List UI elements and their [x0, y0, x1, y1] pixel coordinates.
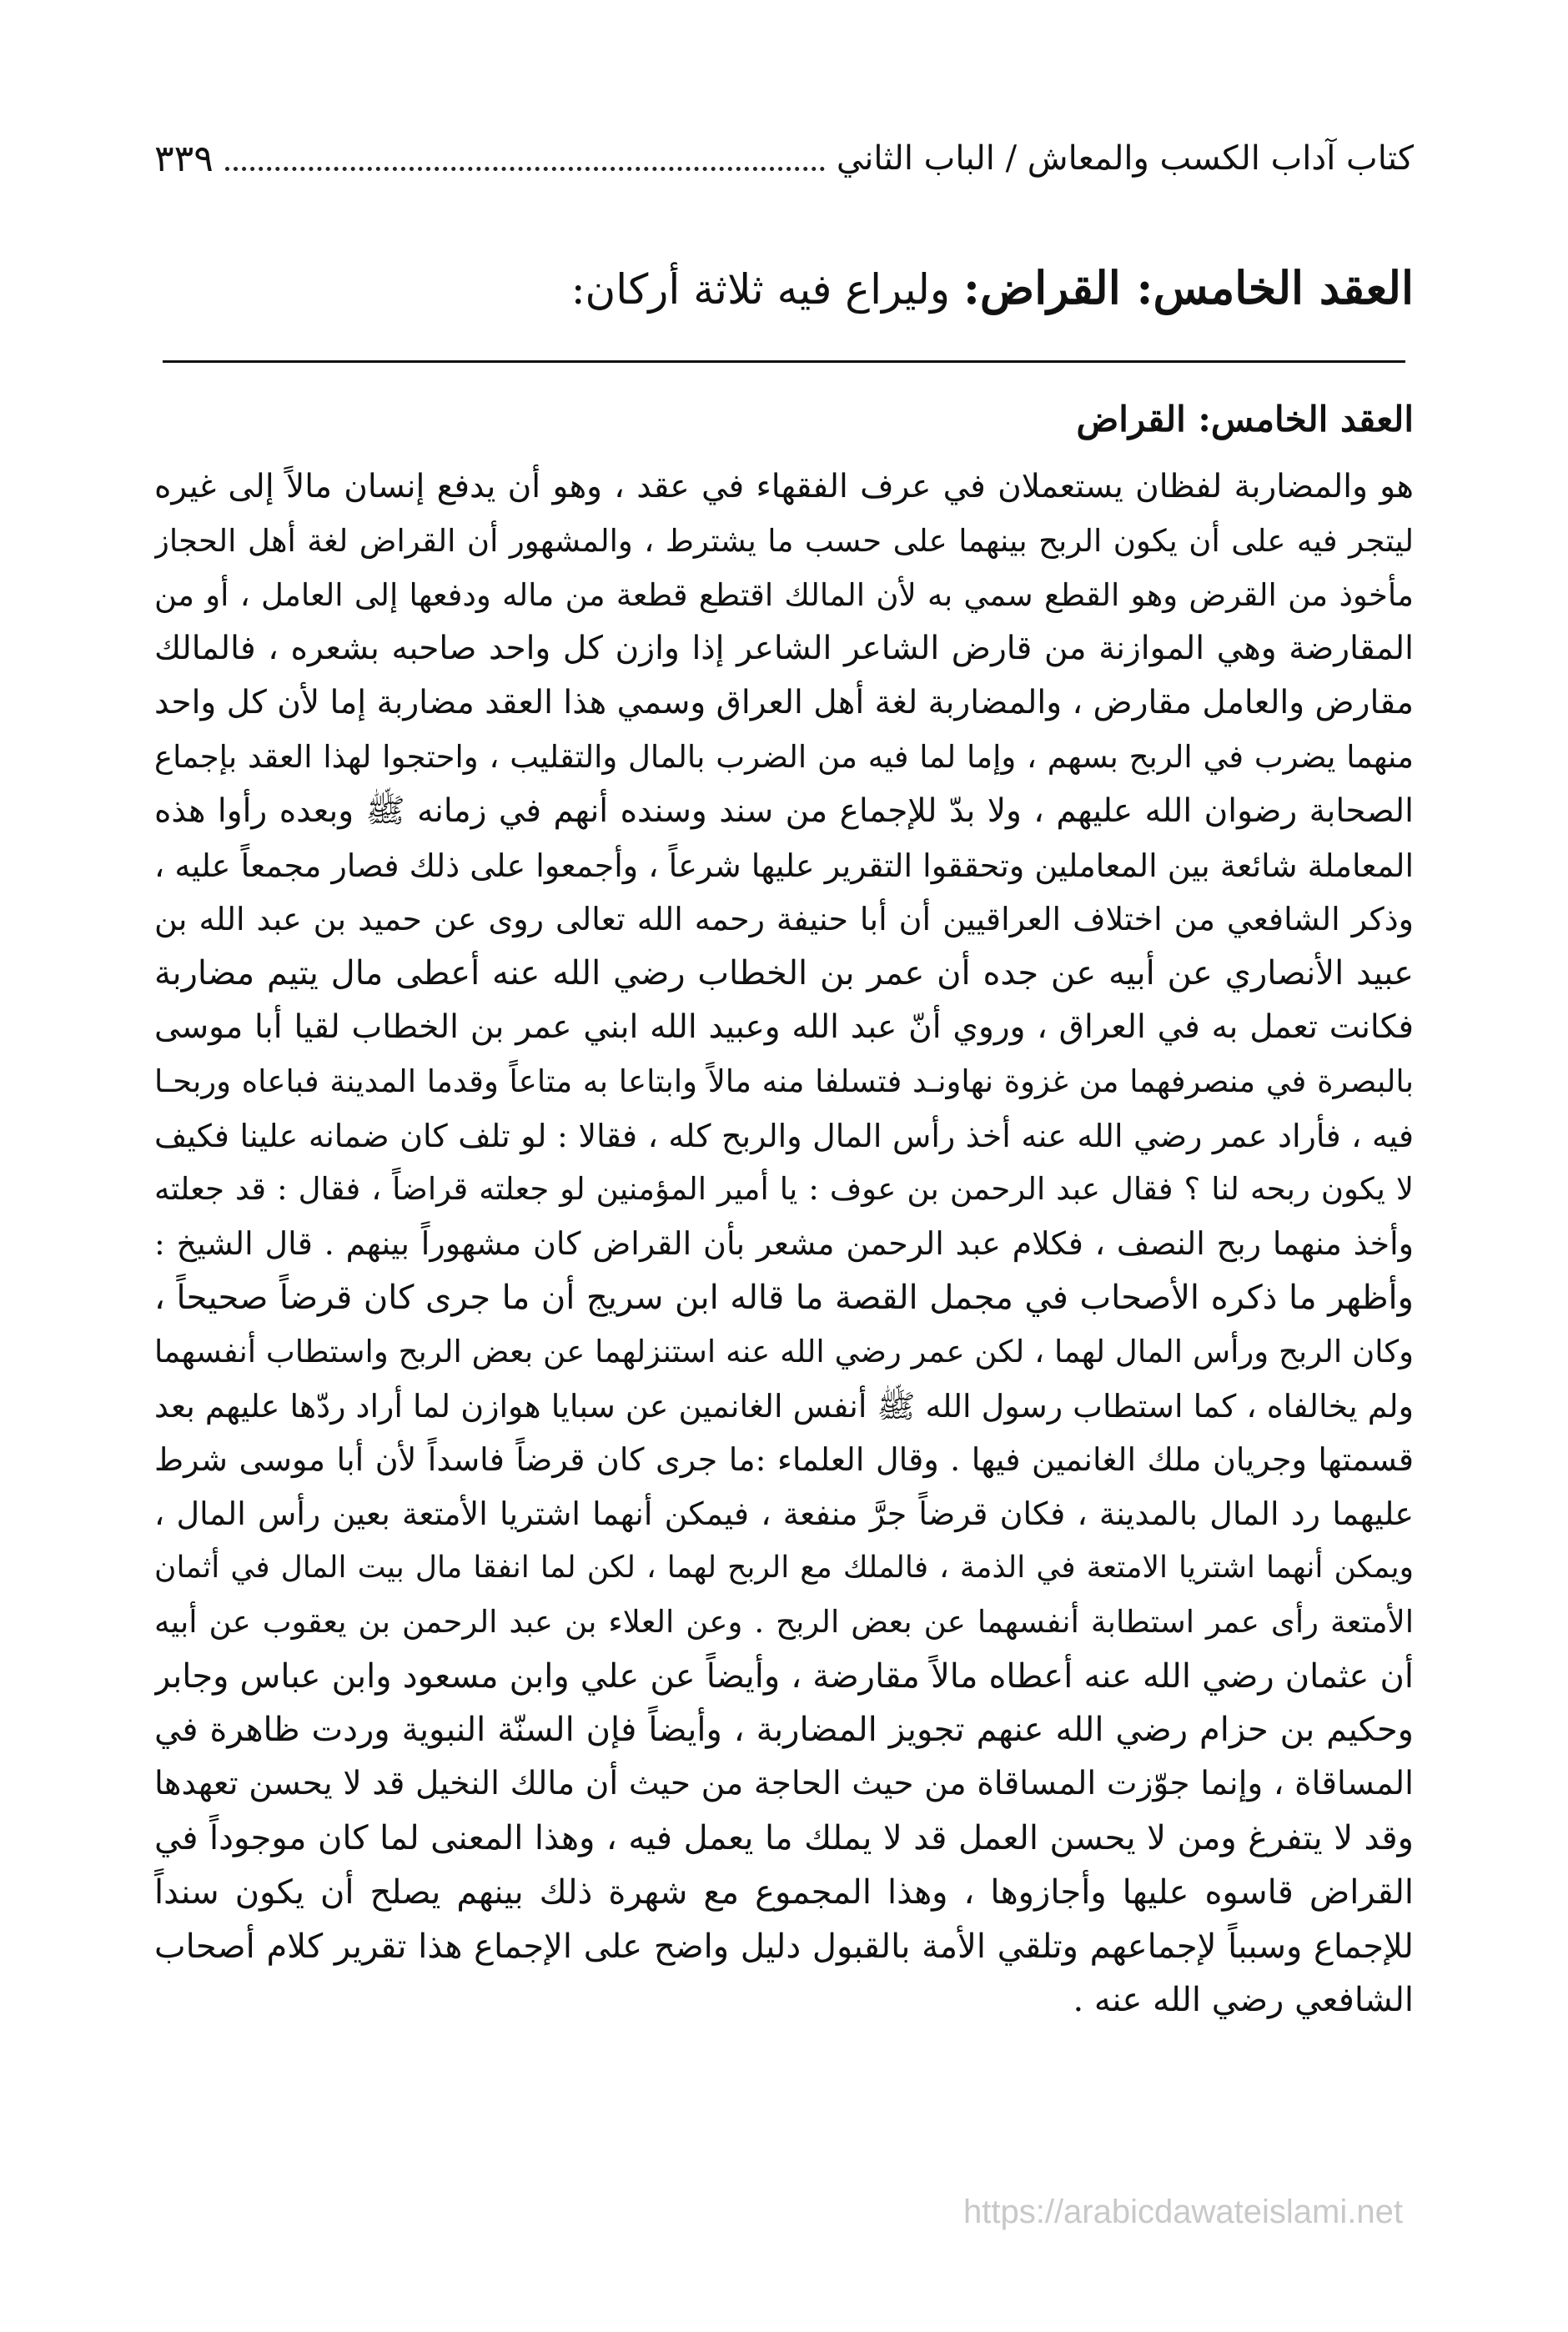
section-title-bold: العقد الخامس: القراض:	[962, 261, 1414, 314]
commentary-line: عليهما رد المال بالمدينة ، فكان قرضاً جرَّ منفعة ، فيمكن أنهما اشتريا الأمتعة بعين رأس المال ،	[154, 1495, 1414, 1533]
commentary-line: وذكر الشافعي من اختلاف العراقيين أن أبا حنيفة رحمه الله تعالى روى عن حميد بن عبد الله بن	[154, 901, 1414, 938]
commentary-line: منهما يضرب في الربح بسهم ، وإما لما فيه من الضرب بالمال والتقليب ، واحتجوا لهذا العقد بإجماع	[154, 738, 1414, 775]
commentary-line: وأظهر ما ذكره الأصحاب في مجمل القصة ما قاله ابن سريج أن ما جرى كان قرضاً صحيحاً ،	[154, 1278, 1414, 1317]
commentary-line: المعاملة شائعة بين المعاملين وتحققوا التقرير عليها شرعاً ، وأجمعوا على ذلك فصار مجمعاً عليه ،	[154, 847, 1414, 884]
commentary-line: فكانت تعمل به في العراق ، وروي أنّ عبد الله وعبيد الله ابني عمر بن الخطاب لقيا أبا موسى	[154, 1008, 1414, 1046]
running-header-title: كتاب آداب الكسب والمعاش / الباب الثاني	[836, 139, 1414, 178]
commentary-line: القراض قاسوه عليها وأجازوها ، وهذا المجموع مع شهرة ذلك بينهم يصلح أن يكون سنداً	[154, 1872, 1414, 1912]
page-number: ٣٣٩	[154, 137, 214, 180]
running-header	[154, 125, 1414, 192]
commentary-heading: العقد الخامس: القراض	[1076, 399, 1414, 440]
section-title	[154, 254, 1414, 323]
commentary-line: للإجماع وسبباً لإجماعهم وتلقي الأمة بالقبول دليل واضح على الإجماع هذا تقرير كلام أصحاب	[154, 1927, 1414, 1966]
commentary-line: وقد لا يتفرغ ومن لا يحسن العمل قد لا يملك ما يعمل فيه ، وهذا المعنى لما كان موجوداً في	[154, 1818, 1414, 1857]
commentary-line: لا يكون ربحه لنا ؟ فقال عبد الرحمن بن عوف : يا أمير المؤمنين لو جعلته قراضاً ، فقال : قد جعلته	[154, 1171, 1414, 1208]
commentary-line: المقارضة وهي الموازنة من قارض الشاعر الشاعر إذا وازن كل واحد صاحبه بشعره ، فالمالك	[154, 630, 1414, 668]
commentary-line: عبيد الأنصاري عن أبيه عن جده أن عمر بن الخطاب رضي الله عنه أعطى مال يتيم مضاربة	[154, 954, 1414, 993]
commentary-line: قسمتها وجريان ملك الغانمين فيها . وقال العلماء :ما جرى كان قرضاً فاسداً لأن أبا موسى شرط	[154, 1441, 1414, 1479]
commentary-line: ويمكن أنهما اشتريا الامتعة في الذمة ، فالملك مع الربح لهما ، لكن لما انفقا مال بيت المال في أثمان	[154, 1550, 1414, 1585]
commentary-line: هو والمضاربة لفظان يستعملان في عرف الفقهاء في عقد ، وهو أن يدفع إنسان مالاً إلى غيره	[154, 468, 1414, 505]
commentary-line: أن عثمان رضي الله عنه أعطاه مالاً مقارضة ، وأيضاً عن علي وابن مسعود وابن عباس وجابر	[154, 1656, 1414, 1696]
watermark: https://arabicdawateislami.net	[963, 2194, 1403, 2230]
commentary-line: ولم يخالفاه ، كما استطاب رسول الله ﷺ أنفس الغانمين عن سبايا هوازن لما أراد ردّها عليهم بعد	[154, 1387, 1414, 1425]
commentary-line: ليتجر فيه على أن يكون الربح بينهما على حسب ما يشترط ، والمشهور أن القراض لغة أهل الحجاز	[154, 522, 1414, 559]
commentary-line: بالبصرة في منصرفهما من غزوة نهاونـد فتسلفا منه مالاً وابتاعا به متاعاً وقدما المدينة فباعاه وربحـا	[154, 1063, 1414, 1099]
leader-dots	[225, 147, 825, 171]
commentary-line: مقارض والعامل مقارض ، والمضاربة لغة أهل العراق وسمي هذا العقد مضاربة إما لأن كل واحد	[154, 684, 1414, 722]
commentary-line: وكان الربح ورأس المال لهما ، لكن عمر رضي الله عنه استنزلهما عن بعض الربح واستطاب أنفسهما	[154, 1333, 1414, 1370]
commentary-line: وحكيم بن حزام رضي الله عنهم تجويز المضاربة ، وأيضاً فإن السنّة النبوية وردت ظاهرة في	[154, 1711, 1414, 1750]
commentary-body	[154, 460, 1414, 2028]
commentary-line: الشافعي رضي الله عنه .	[1073, 1981, 1414, 2020]
commentary-line: الأمتعة رأى عمر استطابة أنفسهما عن بعض الربح . وعن العلاء بن عبد الرحمن بن يعقوب عن أبيه	[154, 1603, 1414, 1640]
commentary-line: مأخوذ من القرض وهو القطع سمي به لأن المالك اقتطع قطعة من ماله ودفعها إلى العامل ، أو من	[154, 576, 1414, 613]
commentary-line: الصحابة رضوان الله عليهم ، ولا بدّ للإجماع من سند وسنده أنهم في زمانه ﷺ وبعده رأوا هذه	[154, 792, 1414, 830]
commentary-line: وأخذ منهما ربح النصف ، فكلام عبد الرحمن مشعر بأن القراض كان مشهوراً بينهم . قال الشيخ :	[154, 1225, 1414, 1263]
commentary-line: فيه ، فأراد عمر رضي الله عنه أخذ رأس المال والربح كله ، فقالا : لو تلف كان ضمانه علينا فكيف	[154, 1117, 1414, 1154]
horizontal-rule	[163, 360, 1405, 363]
section-title-rest: وليراع فيه ثلاثة أركان:	[570, 265, 951, 314]
commentary-line: المساقاة ، وإنما جوّزت المساقاة من حيث الحاجة من حيث أن مالك النخيل قد لا يحسن تعهدها	[154, 1765, 1414, 1803]
